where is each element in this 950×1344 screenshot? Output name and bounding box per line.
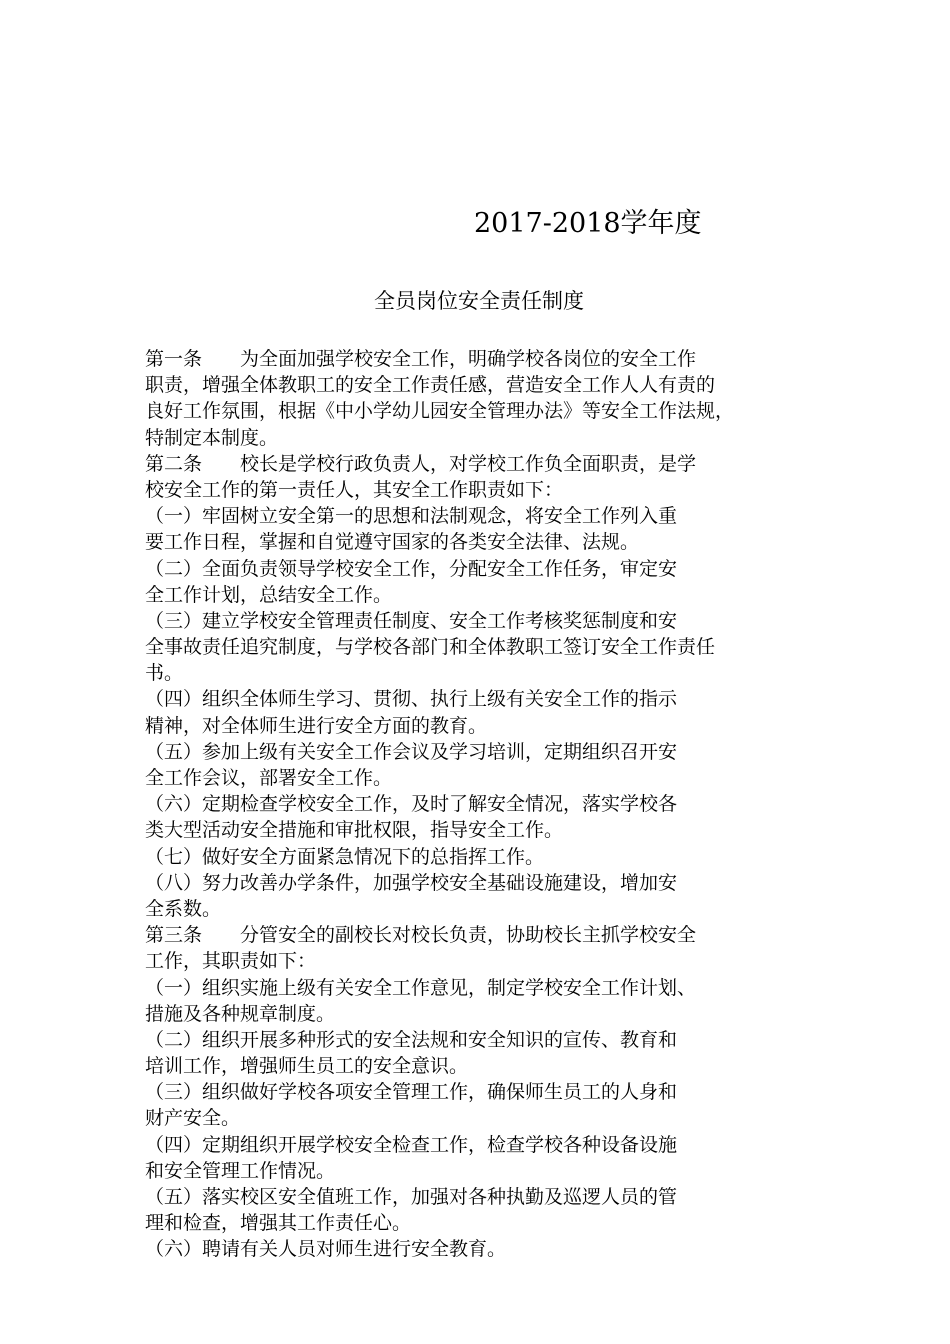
- body-line: 第二条 校长是学校行政负责人，对学校工作负全面职责，是学: [145, 452, 697, 475]
- body-line: （一）组织实施上级有关安全工作意见，制定学校安全工作计划、: [145, 976, 697, 999]
- body-line: 理和检查，增强其工作责任心。: [145, 1212, 412, 1235]
- year-title: 2017-2018学年度: [474, 208, 702, 239]
- body-line: 职责，增强全体教职工的安全工作责任感，营造安全工作人人有责的: [145, 374, 716, 397]
- body-line: 校安全工作的第一责任人，其安全工作职责如下：: [145, 478, 564, 501]
- document-title: 全员岗位安全责任制度: [374, 289, 584, 313]
- body-line: （七）做好安全方面紧急情况下的总指挥工作。: [145, 845, 545, 868]
- body-line: 要工作日程，掌握和自觉遵守国家的各类安全法律、法规。: [145, 531, 640, 554]
- body-line: 第三条 分管安全的副校长对校长负责，协助校长主抓学校安全: [145, 924, 697, 947]
- body-line: （四）定期组织开展学校安全检查工作，检查学校各种设备设施: [145, 1133, 678, 1156]
- body-line: （六）定期检查学校安全工作，及时了解安全情况，落实学校各: [145, 793, 678, 816]
- body-line: 全工作会议，部署安全工作。: [145, 767, 393, 789]
- body-line: 精神，对全体师生进行安全方面的教育。: [145, 714, 488, 737]
- body-line: 工作，其职责如下：: [145, 950, 317, 973]
- body-line: 良好工作氛围，根据《中小学幼儿园安全管理办法》等安全工作法规，: [145, 400, 735, 423]
- body-line: （四）组织全体师生学习、贯彻、执行上级有关安全工作的指示: [145, 688, 678, 711]
- body-line: （二）组织开展多种形式的安全法规和安全知识的宣传、教育和: [145, 1028, 678, 1051]
- body-line: （三）组织做好学校各项安全管理工作，确保师生员工的人身和: [145, 1081, 678, 1104]
- body-line: 书。: [145, 662, 184, 685]
- body-line: （八）努力改善办学条件，加强学校安全基础设施建设，增加安: [145, 871, 678, 894]
- body-line: （五）落实校区安全值班工作，加强对各种执勤及巡逻人员的管: [145, 1186, 678, 1208]
- body-line: 培训工作，增强师生员工的安全意识。: [145, 1055, 469, 1078]
- body-line: （二）全面负责领导学校安全工作，分配安全工作任务，审定安: [145, 557, 678, 580]
- body-line: （六）聘请有关人员对师生进行安全教育。: [145, 1238, 507, 1261]
- body-line: 全系数。: [145, 897, 222, 920]
- body-line: 财产安全。: [145, 1107, 241, 1130]
- document-body: [145, 346, 815, 1263]
- body-line: 全事故责任追究制度，与学校各部门和全体教职工签订安全工作责任: [145, 636, 716, 659]
- body-line: 类大型活动安全措施和审批权限，指导安全工作。: [145, 819, 564, 842]
- body-line: （一）牢固树立安全第一的思想和法制观念，将安全工作列入重: [145, 505, 678, 528]
- body-line: 第一条 为全面加强学校安全工作，明确学校各岗位的安全工作: [145, 348, 697, 370]
- body-line: （三）建立学校安全管理责任制度、安全工作考核奖惩制度和安: [145, 609, 678, 632]
- body-line: 措施及各种规章制度。: [145, 1002, 336, 1025]
- body-line: 特制定本制度。: [145, 426, 279, 449]
- body-line: 全工作计划，总结安全工作。: [145, 583, 393, 606]
- body-line: （五）参加上级有关安全工作会议及学习培训，定期组织召开安: [145, 740, 678, 763]
- body-line: 和安全管理工作情况。: [145, 1159, 336, 1182]
